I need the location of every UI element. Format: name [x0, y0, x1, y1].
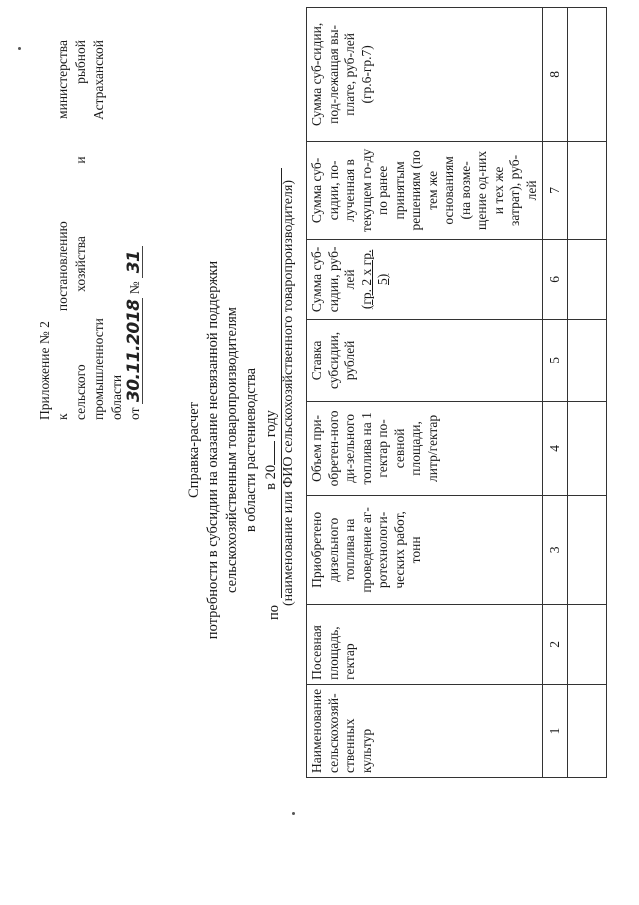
title-line-4: в области растениеводства [243, 367, 259, 533]
header-subsidy-amount-formula: (гр. 2 х гр. 5) [358, 249, 390, 310]
table-cell [568, 604, 607, 684]
table-cell [568, 7, 607, 141]
column-number: 3 [543, 495, 568, 604]
header-subsidy-amount [307, 239, 543, 319]
appendix-date-line [126, 40, 144, 420]
handwritten-date: 30.11.2018 [124, 299, 144, 403]
table-row [568, 7, 607, 777]
date-prefix: от [127, 407, 142, 420]
header-subsidy-rate: Ставка субсидии, рублей [307, 319, 543, 401]
table-cell [568, 401, 607, 495]
number-prefix: № [127, 281, 142, 295]
year-prefix: в 20 [263, 464, 279, 490]
recipient-prefix: по [266, 604, 282, 620]
appendix-line-2: сельского хозяйства и рыбной [73, 40, 88, 420]
appendix-line-3: промышленности Астраханской [91, 40, 106, 420]
column-number: 4 [543, 401, 568, 495]
column-number: 5 [543, 319, 568, 401]
appendix-line-1: к постановлению министерства [55, 40, 70, 420]
appendix-title: Приложение № 2 [37, 321, 52, 420]
table-cell [568, 141, 607, 239]
header-fuel-purchased: Приобретено дизельного топлива на проведение аг-ротехнологи-ческих работ, тонн [307, 495, 543, 604]
header-fuel-per-hectare: Объем при-обретен-ного ди-зельного топлива на 1 гектар по-севной площади, литр/гектар [307, 401, 543, 495]
appendix-line-4: области [109, 374, 124, 420]
table-number-row [543, 7, 568, 777]
scan-speck [18, 47, 21, 50]
column-number: 7 [543, 141, 568, 239]
table-cell [568, 495, 607, 604]
table-cell [568, 684, 607, 777]
column-number: 8 [543, 7, 568, 141]
appendix-block [36, 40, 144, 420]
scan-speck [292, 812, 295, 815]
header-subsidy-payable [307, 7, 543, 141]
column-number: 2 [543, 604, 568, 684]
column-number: 6 [543, 239, 568, 319]
column-number: 1 [543, 684, 568, 777]
table-cell [568, 319, 607, 401]
header-subsidy-received: Сумма суб-сидии, по-лученная в текущем го-ду по ранее принятым решениям (по тем же основаниям (на возме-щение од-них и тех же затрат), руб-лей [307, 141, 543, 239]
table-header-row [307, 7, 543, 777]
title-line-1: Справка-расчет [186, 402, 202, 498]
year-suffix: году [263, 410, 279, 438]
header-subsidy-amount-text: Сумма суб-сидии, руб-лей [309, 246, 357, 313]
recipient-hint: (наименование или ФИО сельскохозяйственного товаропроизводителя) [281, 179, 296, 607]
header-subsidy-payable-formula: (гр.6-гр.7) [358, 45, 374, 104]
header-sown-area: Посевная площадь, гектар [307, 604, 543, 684]
subsidy-table [306, 7, 607, 778]
header-crop-name: Наименование сельскохозяй-ственных культур [307, 684, 543, 777]
table-cell [568, 239, 607, 319]
title-line-2: потребности в субсидии на оказание несвязанной поддержки [205, 260, 221, 640]
recipient-row [265, 80, 296, 780]
handwritten-number: 31 [126, 246, 143, 278]
header-subsidy-payable-text: Сумма суб-сидии, под-лежащая вы-плате, руб-лей [309, 22, 357, 127]
title-line-3: сельскохозяйственным товаропроизводителям [224, 307, 240, 593]
